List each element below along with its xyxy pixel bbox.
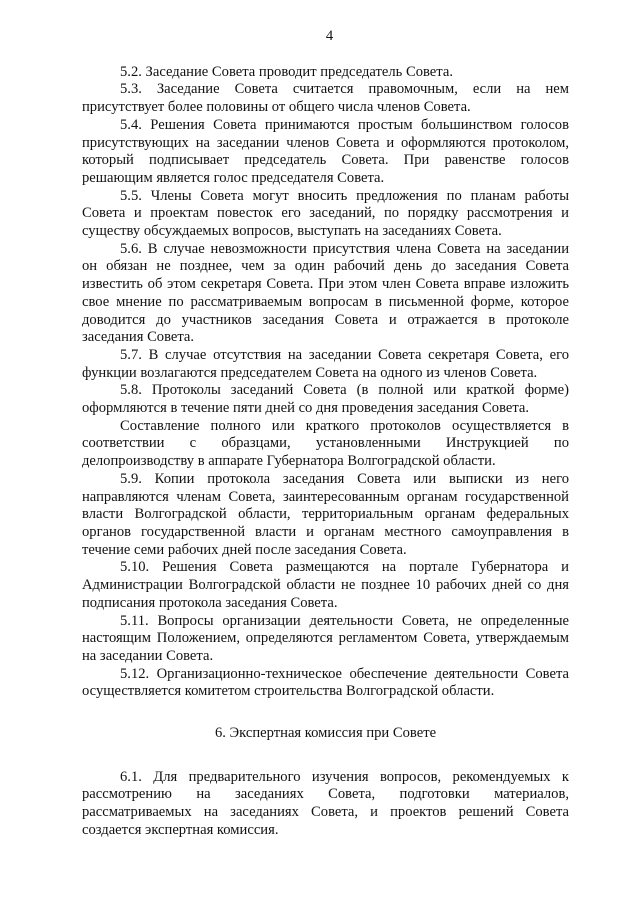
paragraph-5-7: 5.7. В случае отсутствия на заседании Совета секретаря Совета, его функции возлагаются председателем Совета на одного из членов Совета. [82,346,569,381]
paragraph-5-12: 5.12. Организационно-техническое обеспечение деятельности Совета осуществляется комитетом строительства Волгоградской области. [82,665,569,700]
section-title: 6. Экспертная комиссия при Совете [214,725,437,742]
paragraph-5-5: 5.5. Члены Совета могут вносить предложения по планам работы Совета и проектам повесток его заседаний, по порядку рассмотрения и существу обсуждаемых вопросов, выступать на заседаниях Совета. [82,187,569,240]
paragraph-5-3: 5.3. Заседание Совета считается правомочным, если на нем присутствует более половины от общего числа членов Совета. [82,81,569,116]
paragraph-5-8-protocols: Составление полного или краткого протоколов осуществляется в соответствии с образцами, установленными Инструкцией по делопроизводству в аппарате Губернатора Волгоградской области. [82,417,569,470]
paragraph-5-2: 5.2. Заседание Совета проводит председатель Совета. [120,63,453,80]
paragraph-5-11: 5.11. Вопросы организации деятельности Совета, не определенные настоящим Положением, определяются регламентом Совета, утверждаемым на заседании Совета. [82,612,569,664]
paragraph-5-8: 5.8. Протоколы заседаний Совета (в полной или краткой форме) оформляются в течение пяти дней со дня проведения заседания Совета. [82,382,569,417]
document-page [82,28,569,840]
page-number: 4 [325,28,334,44]
paragraph-6-1: 6.1. Для предварительного изучения вопросов, рекомендуемых к рассмотрению на заседаниях Совета, подготовки материалов, рассматриваемых на заседаниях Совета, и проектов решений Совета создается экспертная комиссия. [82,768,569,838]
paragraph-5-6: 5.6. В случае невозможности присутствия члена Совета на заседании он обязан не позднее, чем за один рабочий день до заседания Совета известить об этом секретаря Совета. При этом член Совета вправе изложить свое мнение по рассматриваемым вопросам в письменной форме, которое доводится до участников заседания Совета и отражается в протоколе заседания Совета. [82,240,569,346]
paragraph-5-10: 5.10. Решения Совета размещаются на портале Губернатора и Администрации Волгоградской области не позднее 10 рабочих дней со дня подписания протокола заседания Совета. [82,559,569,611]
paragraph-5-9: 5.9. Копии протокола заседания Совета или выписки из него направляются членам Совета, заинтересованным органам государственной власти Волгоградской области, территориальным органам федеральных органов государственной власти и органам местного самоуправления в течение семи рабочих дней после заседания Совета. [82,470,569,558]
paragraph-5-4: 5.4. Решения Совета принимаются простым большинством голосов присутствующих на заседании членов Совета и оформляются протоколом, который подписывает председатель Совета. При равенстве голосов решающим является голос председателя Совета. [82,116,569,186]
